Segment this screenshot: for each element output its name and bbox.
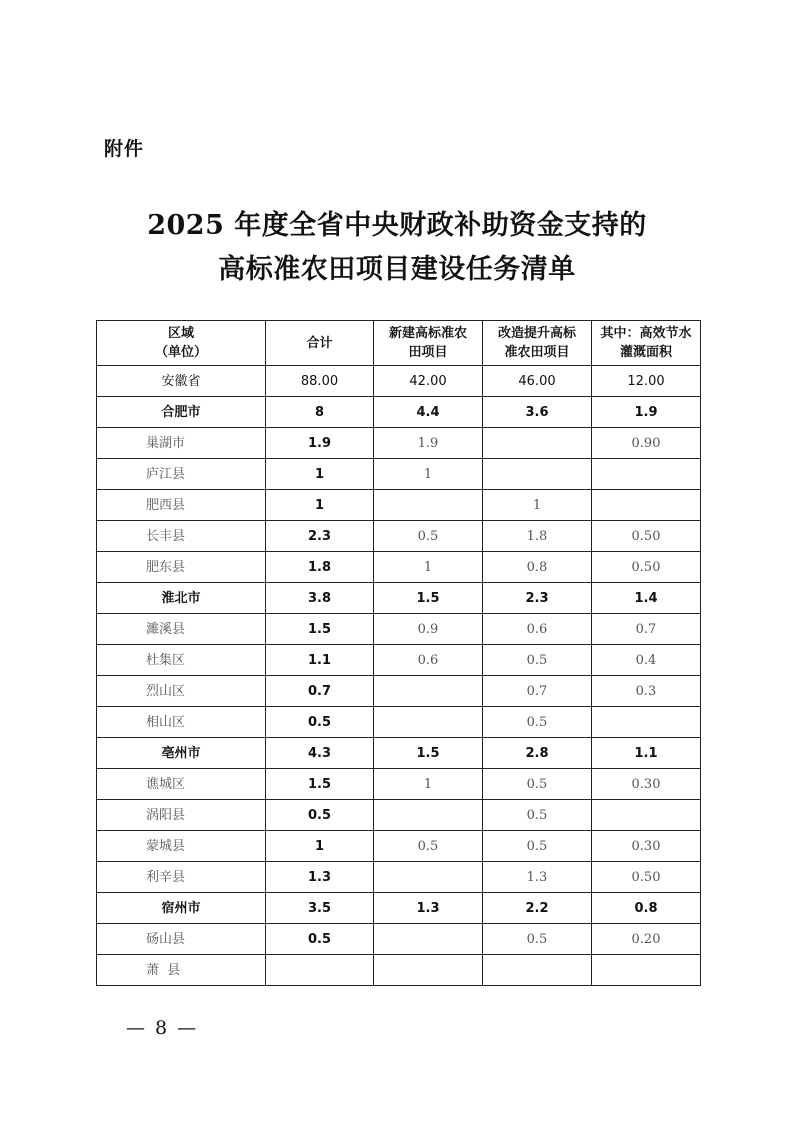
- total-cell: 3.8: [266, 583, 374, 614]
- irrigation-cell: 0.50: [592, 552, 701, 583]
- page-number: — 8 —: [126, 1017, 199, 1039]
- header-new-build: 新建高标准农 田项目: [374, 321, 483, 366]
- irrigation-cell: [592, 707, 701, 738]
- header-region: 区域 （单位）: [97, 321, 266, 366]
- new-build-cell: 0.9: [374, 614, 483, 645]
- table-row: [97, 521, 701, 552]
- new-build-cell: [374, 800, 483, 831]
- new-build-cell: 0.5: [374, 831, 483, 862]
- new-build-cell: [374, 676, 483, 707]
- document-title-line-2: 高标准农田项目建设任务清单: [218, 254, 576, 285]
- new-build-cell: [374, 955, 483, 986]
- upgrade-cell: 0.5: [483, 645, 592, 676]
- total-cell: 0.5: [266, 924, 374, 955]
- total-cell: 1.5: [266, 614, 374, 645]
- region-name: 利辛县: [97, 862, 266, 893]
- region-name: 杜集区: [97, 645, 266, 676]
- table-row: [97, 614, 701, 645]
- irrigation-cell: 12.00: [592, 366, 701, 397]
- region-name: 濉溪县: [97, 614, 266, 645]
- table-row: [97, 893, 701, 924]
- table-row: [97, 955, 701, 986]
- document-title-line-1: 2025 年度全省中央财政补助资金支持的: [147, 210, 647, 241]
- table-row: [97, 490, 701, 521]
- region-name: 亳州市: [97, 738, 266, 769]
- region-name: 谯城区: [97, 769, 266, 800]
- new-build-cell: 1: [374, 552, 483, 583]
- header-irrigation: 其中：高效节水 灌溉面积: [592, 321, 701, 366]
- new-build-cell: 1.3: [374, 893, 483, 924]
- irrigation-cell: 0.90: [592, 428, 701, 459]
- region-name: 庐江县: [97, 459, 266, 490]
- table-row: [97, 738, 701, 769]
- table-row: [97, 645, 701, 676]
- new-build-cell: 4.4: [374, 397, 483, 428]
- region-name: 相山区: [97, 707, 266, 738]
- task-list-table: [96, 320, 701, 986]
- table-row: [97, 459, 701, 490]
- irrigation-cell: 0.30: [592, 769, 701, 800]
- upgrade-cell: 0.6: [483, 614, 592, 645]
- header-upgrade: 改造提升高标 准农田项目: [483, 321, 592, 366]
- region-name: 巢湖市: [97, 428, 266, 459]
- new-build-cell: 0.6: [374, 645, 483, 676]
- irrigation-cell: 0.50: [592, 521, 701, 552]
- new-build-cell: [374, 862, 483, 893]
- table-row: [97, 552, 701, 583]
- irrigation-cell: 0.4: [592, 645, 701, 676]
- table-row: [97, 924, 701, 955]
- irrigation-cell: 0.8: [592, 893, 701, 924]
- irrigation-cell: 0.20: [592, 924, 701, 955]
- table-row: [97, 862, 701, 893]
- irrigation-cell: 0.30: [592, 831, 701, 862]
- upgrade-cell: 0.5: [483, 924, 592, 955]
- new-build-cell: [374, 490, 483, 521]
- new-build-cell: 1: [374, 459, 483, 490]
- region-name: 长丰县: [97, 521, 266, 552]
- total-cell: 0.7: [266, 676, 374, 707]
- table-row: [97, 707, 701, 738]
- total-cell: 1.9: [266, 428, 374, 459]
- region-name: 合肥市: [97, 397, 266, 428]
- upgrade-cell: 0.5: [483, 800, 592, 831]
- upgrade-cell: 0.5: [483, 769, 592, 800]
- total-cell: 1.3: [266, 862, 374, 893]
- total-cell: 88.00: [266, 366, 374, 397]
- new-build-cell: 42.00: [374, 366, 483, 397]
- new-build-cell: 1.5: [374, 583, 483, 614]
- attachment-label: 附件: [104, 138, 145, 160]
- upgrade-cell: 0.8: [483, 552, 592, 583]
- region-name: 蒙城县: [97, 831, 266, 862]
- region-name: 涡阳县: [97, 800, 266, 831]
- total-cell: [266, 955, 374, 986]
- region-name: 淮北市: [97, 583, 266, 614]
- new-build-cell: 1: [374, 769, 483, 800]
- header-total: 合计: [266, 321, 374, 366]
- upgrade-cell: 2.3: [483, 583, 592, 614]
- region-name: 肥东县: [97, 552, 266, 583]
- table-row: [97, 676, 701, 707]
- table-row: [97, 428, 701, 459]
- region-name: 砀山县: [97, 924, 266, 955]
- table-row: [97, 583, 701, 614]
- upgrade-cell: 1.3: [483, 862, 592, 893]
- total-cell: 3.5: [266, 893, 374, 924]
- irrigation-cell: 0.50: [592, 862, 701, 893]
- region-name: 肥西县: [97, 490, 266, 521]
- new-build-cell: 1.9: [374, 428, 483, 459]
- region-name: 宿州市: [97, 893, 266, 924]
- irrigation-cell: [592, 955, 701, 986]
- region-name: 烈山区: [97, 676, 266, 707]
- total-cell: 0.5: [266, 707, 374, 738]
- irrigation-cell: 0.3: [592, 676, 701, 707]
- total-cell: 2.3: [266, 521, 374, 552]
- irrigation-cell: [592, 459, 701, 490]
- irrigation-cell: 1.4: [592, 583, 701, 614]
- total-cell: 4.3: [266, 738, 374, 769]
- upgrade-cell: 1.8: [483, 521, 592, 552]
- total-cell: 1.1: [266, 645, 374, 676]
- new-build-cell: [374, 707, 483, 738]
- upgrade-cell: 46.00: [483, 366, 592, 397]
- upgrade-cell: 3.6: [483, 397, 592, 428]
- table-row: [97, 397, 701, 428]
- irrigation-cell: 1.9: [592, 397, 701, 428]
- table-header-row: [97, 321, 701, 366]
- total-cell: 8: [266, 397, 374, 428]
- upgrade-cell: [483, 428, 592, 459]
- total-cell: 0.5: [266, 800, 374, 831]
- table-row: [97, 366, 701, 397]
- total-cell: 1: [266, 459, 374, 490]
- table-row: [97, 769, 701, 800]
- upgrade-cell: [483, 955, 592, 986]
- irrigation-cell: 0.7: [592, 614, 701, 645]
- region-name: 安徽省: [97, 366, 266, 397]
- irrigation-cell: [592, 800, 701, 831]
- irrigation-cell: [592, 490, 701, 521]
- region-name: 萧 县: [97, 955, 266, 986]
- total-cell: 1: [266, 831, 374, 862]
- upgrade-cell: 2.2: [483, 893, 592, 924]
- upgrade-cell: 0.7: [483, 676, 592, 707]
- total-cell: 1.8: [266, 552, 374, 583]
- upgrade-cell: 0.5: [483, 707, 592, 738]
- table-row: [97, 800, 701, 831]
- new-build-cell: [374, 924, 483, 955]
- irrigation-cell: 1.1: [592, 738, 701, 769]
- new-build-cell: 1.5: [374, 738, 483, 769]
- total-cell: 1: [266, 490, 374, 521]
- table-row: [97, 831, 701, 862]
- upgrade-cell: 1: [483, 490, 592, 521]
- upgrade-cell: [483, 459, 592, 490]
- total-cell: 1.5: [266, 769, 374, 800]
- upgrade-cell: 2.8: [483, 738, 592, 769]
- upgrade-cell: 0.5: [483, 831, 592, 862]
- new-build-cell: 0.5: [374, 521, 483, 552]
